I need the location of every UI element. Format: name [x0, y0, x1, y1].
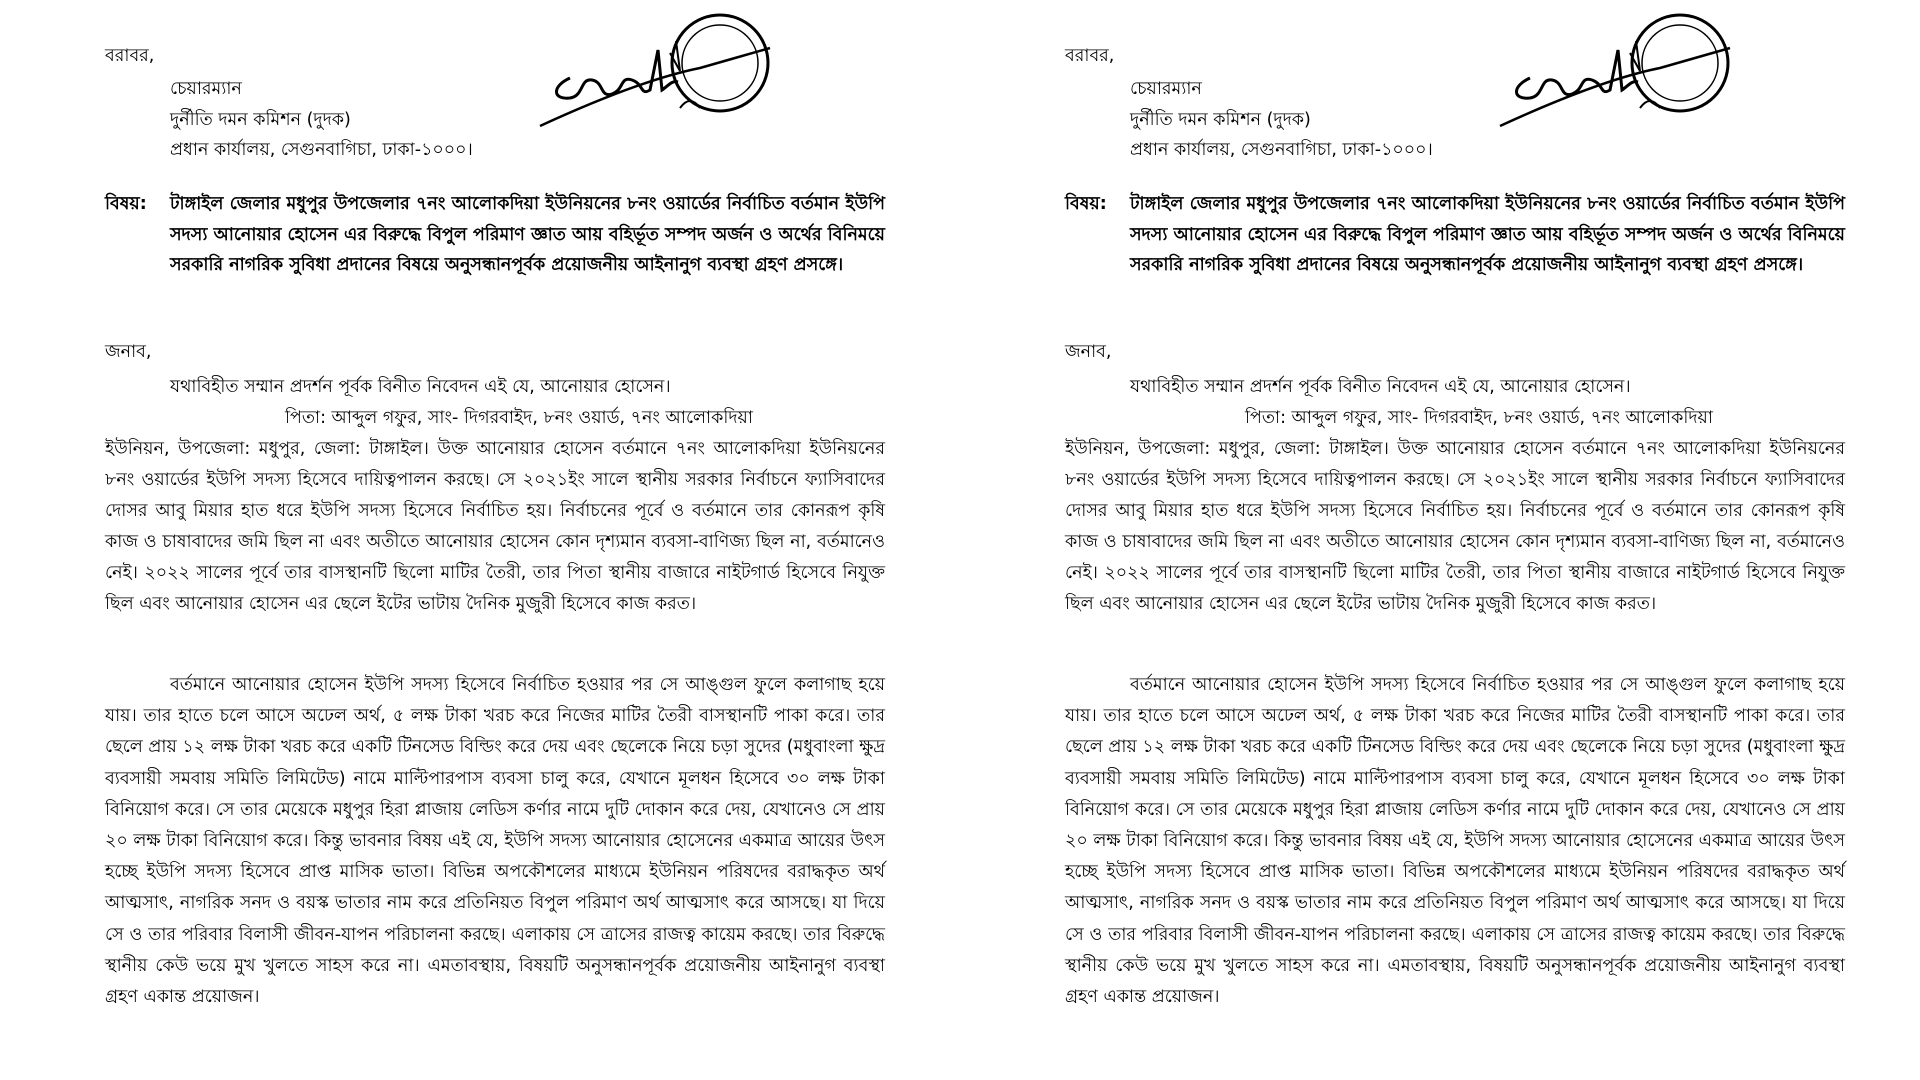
letter-copy-right — [960, 0, 1920, 1080]
body-paragraph-2 — [1065, 670, 1845, 1013]
recipient-block — [1130, 74, 1433, 166]
subject-label: বিষয়: — [105, 194, 147, 214]
recipient-address: প্রধান কার্যালয়, সেগুনবাগিচা, ঢাকা-১০০০। — [170, 140, 473, 160]
salutation: জনাব, — [105, 342, 152, 362]
salutation: জনাব, — [1065, 342, 1112, 362]
body-paragraph-1 — [1065, 372, 1845, 620]
to-label: বরাবর, — [1065, 46, 1115, 66]
recipient-title: চেয়ারম্যান — [1130, 79, 1202, 99]
paragraph-body: ইউনিয়ন, উপজেলা: মধুপুর, জেলা: টাঙ্গাইল। উক্ত আনোয়ার হোসেন বর্তমানে ৭নং আলোকদিয়া ইউনিয়নের ৮নং ওয়ার্ডের ইউপি সদস্য হিসেবে দায়িত্বপালন করছে। সে ২০২১ইং সালে স্থানীয় সরকার নির্বাচনে ফ্যাসিবাদের দোসর আবু মিয়ার হাত ধরে ইউপি সদস্য হিসেবে নির্বাচিত হয়। নির্বাচনের পূর্বে ও বর্তমানে তার কোনরূপ কৃষি কাজ ও চাষাবাদের জমি ছিল না এবং অতীতে আনোয়ার হোসেন কোন দৃশ্যমান ব্যবসা-বাণিজ্য ছিল না, বর্তমানেও নেই। ২০২২ সালের পূর্বে তার বাসস্থানটি ছিলো মাটির তৈরী, তার পিতা স্থানীয় বাজারে নাইটগার্ড হিসেবে নিযুক্ত ছিল এবং আনোয়ার হোসেন এর ছেলে ইটের ভাটায় দৈনিক মুজুরী হিসেবে কাজ করত। — [105, 439, 885, 614]
subject-block — [105, 189, 885, 281]
recipient-organization: দুর্নীতি দমন কমিশন (দুদক) — [170, 109, 351, 130]
recipient-block — [170, 74, 473, 166]
paragraph-text: বর্তমানে আনোয়ার হোসেন ইউপি সদস্য হিসেবে নির্বাচিত হওয়ার পর সে আঙ্গুল ফুলে কলাগাছ হয়ে যায়। তার হাতে চলে আসে অঢেল অর্থ, ৫ লক্ষ টাকা খরচ করে নিজের মাটির তৈরী বাসস্থানটি পাকা করে। তার ছেলে প্রায় ১২ লক্ষ টাকা খরচ করে একটি টিনসেড বিল্ডিং করে দেয় এবং ছেলেকে নিয়ে চড়া সুদের (মধুবাংলা ক্ষুদ্র ব্যবসায়ী সমবায় সমিতি লিমিটেড) নামে মাল্টিপারপাস ব্যবসা চালু করে, যেখানে মূলধন হিসেবে ৩০ লক্ষ টাকা বিনিয়োগ করে। সে তার মেয়েকে মধুপুর হিরা প্লাজায় লেডিস কর্ণার নামে দুটি দোকান করে দেয়, যেখানেও সে প্রায় ২০ লক্ষ টাকা বিনিয়োগ করে। কিন্তু ভাবনার বিষয় এই যে, ইউপি সদস্য আনোয়ার হোসেনের একমাত্র আয়ের উৎস হচ্ছে ইউপি সদস্য হিসেবে প্রাপ্ত মাসিক ভাতা। বিভিন্ন অপকৌশলের মাধ্যমে ইউনিয়ন পরিষদের বরাদ্ধকৃত অর্থ আত্মসাৎ, নাগরিক সনদ ও বয়স্ক ভাতার নাম করে প্রতিনিয়ত বিপুল পরিমাণ অর্থ আত্মসাৎ করে আসছে। যা দিয়ে সে ও তার পরিবার বিলাসী জীবন-যাপন পরিচালনা করছে। এলাকায় সে ত্রাসের রাজত্ব কায়েম করছে। তার বিরুদ্ধে স্থানীয় কেউ ভয়ে মুখ খুলতে সাহস করে না। এমতাবস্থায়, বিষয়টি অনুসন্ধানপূর্বক প্রয়োজনীয় আইনানুগ ব্যবস্থা গ্রহণ একান্ত প্রয়োজন। — [105, 675, 885, 1008]
subject-text: টাঙ্গাইল জেলার মধুপুর উপজেলার ৭নং আলোকদিয়া ইউনিয়নের ৮নং ওয়ার্ডের নির্বাচিত বর্তমান ইউপি সদস্য আনোয়ার হোসেন এর বিরুদ্ধে বিপুল পরিমাণ জ্ঞাত আয় বহির্ভূত সম্পদ অর্জন ও অর্থের বিনিময়ে সরকারি নাগরিক সুবিধা প্রদানের বিষয়ে অনুসন্ধানপূর্বক প্রয়োজনীয় আইনানুগ ব্যবস্থা গ্রহণ প্রসঙ্গে। — [1130, 194, 1845, 275]
paragraph-address: পিতা: আব্দুল গফুর, সাং- দিগরবাইদ, ৮নং ওয়ার্ড, ৭নং আলোকদিয়া — [285, 408, 753, 428]
recipient-title: চেয়ারম্যান — [170, 79, 242, 99]
body-paragraph-2 — [105, 670, 885, 1013]
subject-text: টাঙ্গাইল জেলার মধুপুর উপজেলার ৭নং আলোকদিয়া ইউনিয়নের ৮নং ওয়ার্ডের নির্বাচিত বর্তমান ইউপি সদস্য আনোয়ার হোসেন এর বিরুদ্ধে বিপুল পরিমাণ জ্ঞাত আয় বহির্ভূত সম্পদ অর্জন ও অর্থের বিনিময়ে সরকারি নাগরিক সুবিধা প্রদানের বিষয়ে অনুসন্ধানপূর্বক প্রয়োজনীয় আইনানুগ ব্যবস্থা গ্রহণ প্রসঙ্গে। — [170, 194, 885, 275]
body-paragraph-1 — [105, 372, 885, 620]
paragraph-address: পিতা: আব্দুল গফুর, সাং- দিগরবাইদ, ৮নং ওয়ার্ড, ৭নং আলোকদিয়া — [1245, 408, 1713, 428]
recipient-address: প্রধান কার্যালয়, সেগুনবাগিচা, ঢাকা-১০০০। — [1130, 140, 1433, 160]
subject-block — [1065, 189, 1845, 281]
subject-label: বিষয়: — [1065, 194, 1107, 214]
recipient-organization: দুর্নীতি দমন কমিশন (দুদক) — [1130, 109, 1311, 130]
paragraph-opening: যথাবিহীত সম্মান প্রদর্শন পূর্বক বিনীত নিবেদন এই যে, আনোয়ার হোসেন। — [170, 377, 671, 397]
signature-stamp — [1490, 8, 1740, 138]
signature-stamp — [530, 8, 780, 138]
paragraph-text: বর্তমানে আনোয়ার হোসেন ইউপি সদস্য হিসেবে নির্বাচিত হওয়ার পর সে আঙ্গুল ফুলে কলাগাছ হয়ে যায়। তার হাতে চলে আসে অঢেল অর্থ, ৫ লক্ষ টাকা খরচ করে নিজের মাটির তৈরী বাসস্থানটি পাকা করে। তার ছেলে প্রায় ১২ লক্ষ টাকা খরচ করে একটি টিনসেড বিল্ডিং করে দেয় এবং ছেলেকে নিয়ে চড়া সুদের (মধুবাংলা ক্ষুদ্র ব্যবসায়ী সমবায় সমিতি লিমিটেড) নামে মাল্টিপারপাস ব্যবসা চালু করে, যেখানে মূলধন হিসেবে ৩০ লক্ষ টাকা বিনিয়োগ করে। সে তার মেয়েকে মধুপুর হিরা প্লাজায় লেডিস কর্ণার নামে দুটি দোকান করে দেয়, যেখানেও সে প্রায় ২০ লক্ষ টাকা বিনিয়োগ করে। কিন্তু ভাবনার বিষয় এই যে, ইউপি সদস্য আনোয়ার হোসেনের একমাত্র আয়ের উৎস হচ্ছে ইউপি সদস্য হিসেবে প্রাপ্ত মাসিক ভাতা। বিভিন্ন অপকৌশলের মাধ্যমে ইউনিয়ন পরিষদের বরাদ্ধকৃত অর্থ আত্মসাৎ, নাগরিক সনদ ও বয়স্ক ভাতার নাম করে প্রতিনিয়ত বিপুল পরিমাণ অর্থ আত্মসাৎ করে আসছে। যা দিয়ে সে ও তার পরিবার বিলাসী জীবন-যাপন পরিচালনা করছে। এলাকায় সে ত্রাসের রাজত্ব কায়েম করছে। তার বিরুদ্ধে স্থানীয় কেউ ভয়ে মুখ খুলতে সাহস করে না। এমতাবস্থায়, বিষয়টি অনুসন্ধানপূর্বক প্রয়োজনীয় আইনানুগ ব্যবস্থা গ্রহণ একান্ত প্রয়োজন। — [1065, 675, 1845, 1008]
paragraph-opening: যথাবিহীত সম্মান প্রদর্শন পূর্বক বিনীত নিবেদন এই যে, আনোয়ার হোসেন। — [1130, 377, 1631, 397]
to-label: বরাবর, — [105, 46, 155, 66]
paragraph-body: ইউনিয়ন, উপজেলা: মধুপুর, জেলা: টাঙ্গাইল। উক্ত আনোয়ার হোসেন বর্তমানে ৭নং আলোকদিয়া ইউনিয়নের ৮নং ওয়ার্ডের ইউপি সদস্য হিসেবে দায়িত্বপালন করছে। সে ২০২১ইং সালে স্থানীয় সরকার নির্বাচনে ফ্যাসিবাদের দোসর আবু মিয়ার হাত ধরে ইউপি সদস্য হিসেবে নির্বাচিত হয়। নির্বাচনের পূর্বে ও বর্তমানে তার কোনরূপ কৃষি কাজ ও চাষাবাদের জমি ছিল না এবং অতীতে আনোয়ার হোসেন কোন দৃশ্যমান ব্যবসা-বাণিজ্য ছিল না, বর্তমানেও নেই। ২০২২ সালের পূর্বে তার বাসস্থানটি ছিলো মাটির তৈরী, তার পিতা স্থানীয় বাজারে নাইটগার্ড হিসেবে নিযুক্ত ছিল এবং আনোয়ার হোসেন এর ছেলে ইটের ভাটায় দৈনিক মুজুরী হিসেবে কাজ করত। — [1065, 439, 1845, 614]
